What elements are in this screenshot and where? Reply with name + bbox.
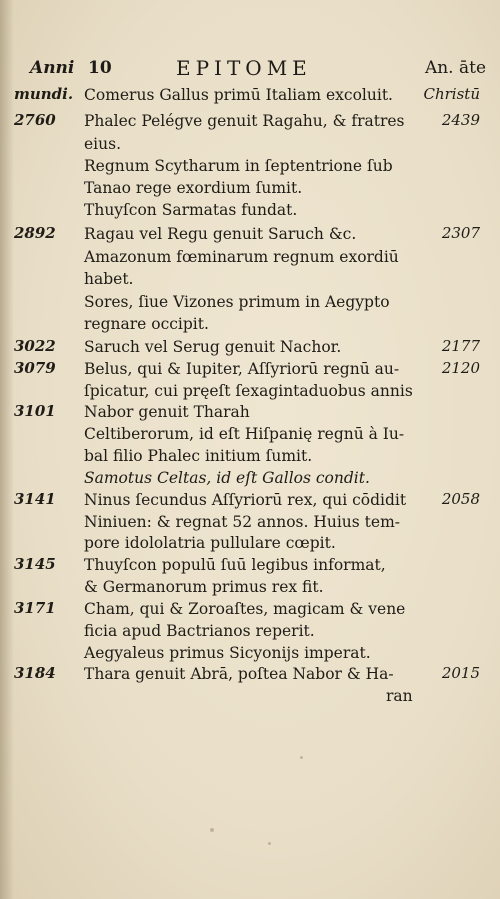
entry-text: Ragau vel Regu genuit Saruch &c. (84, 225, 357, 243)
entry-text: Sores, ſiue Vizones primum in Aegypto (84, 293, 390, 311)
chronicle-line (0, 223, 500, 245)
entry-text: Aegyaleus primus Sicyonijs imperat. (84, 644, 371, 662)
entry-text: bal filio Phalec initium ſumit. (84, 447, 313, 465)
chronicle-line (0, 313, 500, 335)
chronicle-line (0, 177, 500, 199)
entry-text: Nabor genuit Tharah (84, 403, 250, 421)
header-anni-label: Anni (30, 58, 75, 78)
chronicle-line (0, 336, 500, 358)
paper-foxing-spot (300, 756, 303, 759)
chronicle-line (0, 246, 500, 268)
entry-text: Niniuen: & regnat 52 annos. Huius tem- (84, 513, 401, 531)
entry-text: Celtiberorum, id eſt Hiſpanię regnū à Iu- (84, 425, 405, 443)
year-of-world: 3079 (14, 359, 56, 377)
chronicle-line (0, 532, 500, 554)
chronicle-line (0, 155, 500, 177)
entry-text: Tanao rege exordium ſumit. (84, 179, 303, 197)
chronicle-line (0, 110, 500, 132)
chronicle-line (0, 133, 500, 155)
entry-text: ſpicatur, cui pręeſt ſexagintaduobus annis (84, 382, 413, 400)
year-before-christ: Christū (423, 85, 480, 103)
year-of-world: 3145 (14, 555, 56, 573)
year-before-christ: 2120 (441, 359, 480, 377)
year-of-world: 2892 (14, 224, 56, 242)
header-ante-christum-label: An. āte (424, 58, 486, 78)
year-before-christ: 2439 (441, 111, 480, 129)
entry-text: Belus, qui & Iupiter, Aſſyriorū regnū au- (84, 360, 400, 378)
chronicle-line (0, 663, 500, 685)
chronicle-line (0, 489, 500, 511)
year-before-christ: 2058 (441, 490, 480, 508)
chronicle-line (0, 576, 500, 598)
entry-text: Amazonum fœminarum regnum exordiū (84, 248, 399, 266)
chronicle-line (0, 554, 500, 576)
chronicle-line (0, 598, 500, 620)
chronicle-line (0, 423, 500, 445)
year-before-christ: 2177 (441, 337, 480, 355)
year-of-world: 3101 (14, 402, 56, 420)
entry-text: Thuyſcon Sarmatas fundat. (84, 201, 298, 219)
entry-text: ran (386, 687, 413, 705)
paper-foxing-spot (268, 842, 271, 845)
paper-foxing-spot (210, 828, 214, 832)
chronicle-line (0, 401, 500, 423)
entry-text: regnare occipit. (84, 315, 209, 333)
year-of-world: 3184 (14, 664, 56, 682)
chronicle-line (0, 445, 500, 467)
entry-text: Samotus Celtas, id eſt Gallos condit. (84, 469, 370, 487)
chronicle-line (0, 685, 500, 707)
year-of-world: 3022 (14, 337, 56, 355)
entry-text: Thuyſcon populū ſuū legibus informat, (84, 556, 386, 574)
running-header (0, 54, 500, 84)
entry-text: Ninus ſecundus Aſſyriorū rex, qui cōdidit (84, 491, 407, 509)
entry-text: Thara genuit Abrā, poſtea Nabor & Ha- (84, 665, 394, 683)
entry-text: Cham, qui & Zoroaſtes, magicam & vene (84, 600, 406, 618)
entry-text: ficia apud Bactrianos reperit. (84, 622, 315, 640)
year-before-christ: 2307 (441, 224, 480, 242)
page-number: 10 (88, 58, 112, 78)
entry-text: Saruch vel Serug genuit Nachor. (84, 338, 342, 356)
chronicle-line (0, 291, 500, 313)
entry-text: & Germanorum primus rex fit. (84, 578, 324, 596)
chronicle-line (0, 380, 500, 402)
year-of-world: 3141 (14, 490, 56, 508)
chronicle-line (0, 620, 500, 642)
year-of-world: 2760 (14, 111, 56, 129)
chronicle-line (0, 358, 500, 380)
chronicle-line (0, 84, 500, 106)
entry-text: eius. (84, 135, 121, 153)
chronicle-line (0, 511, 500, 533)
entry-text: pore idololatria pullulare cœpit. (84, 534, 336, 552)
page-title: EPITOME (176, 56, 312, 80)
entry-text: Phalec Pelégve genuit Ragahu, & fratres (84, 112, 405, 130)
chronicle-line (0, 199, 500, 221)
chronicle-line (0, 467, 500, 489)
chronicle-line (0, 268, 500, 290)
entry-text: Comerus Gallus primū Italiam excoluit. (84, 86, 393, 104)
entry-text: Regnum Scytharum in ſeptentrione ſub (84, 157, 393, 175)
year-of-world: 3171 (14, 599, 56, 617)
year-of-world: mundi. (14, 85, 74, 103)
chronicle-line (0, 642, 500, 664)
entry-text: habet. (84, 270, 134, 288)
year-before-christ: 2015 (441, 664, 480, 682)
